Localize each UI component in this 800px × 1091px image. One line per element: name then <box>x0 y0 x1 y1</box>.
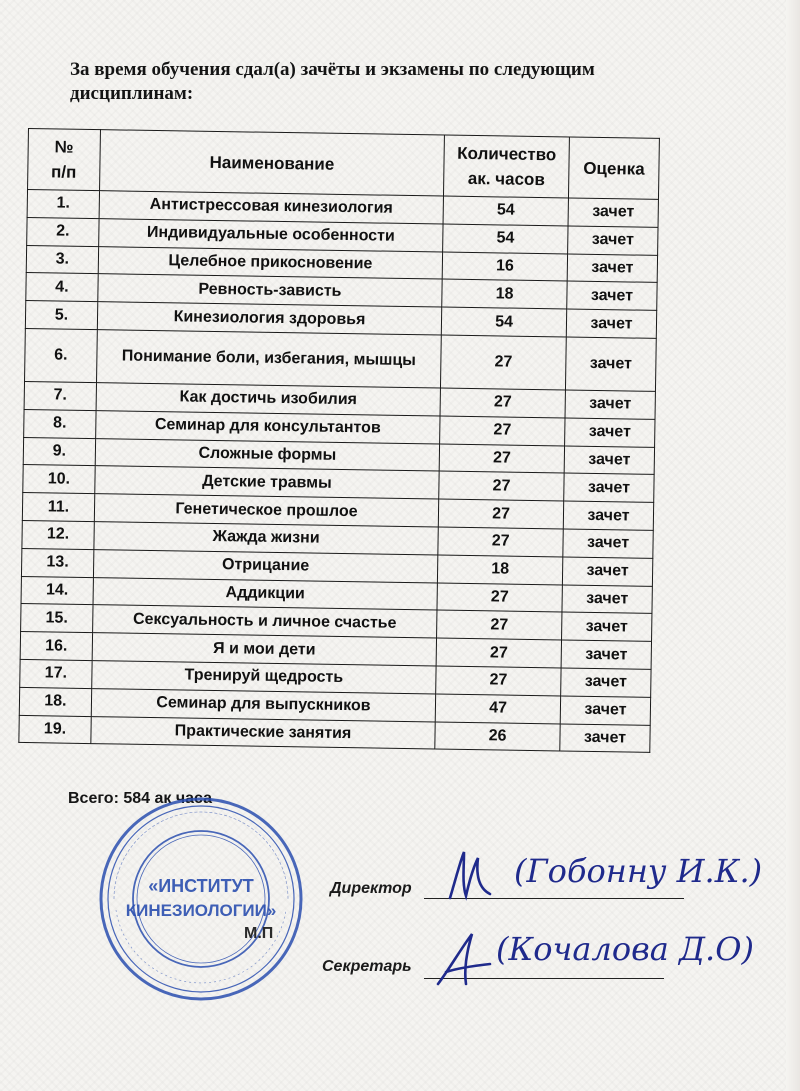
table-row <box>25 328 657 391</box>
academic-hours: 27 <box>436 638 561 668</box>
discipline-name: Ревность-зависть <box>98 274 443 307</box>
academic-hours: 27 <box>436 666 561 696</box>
row-number: 1. <box>27 190 99 219</box>
grade-value: зачет <box>564 473 654 502</box>
academic-hours: 47 <box>435 694 560 724</box>
row-number: 12. <box>22 520 94 549</box>
grade-value: зачет <box>560 696 650 725</box>
discipline-name: Генетическое прошлое <box>94 494 439 527</box>
academic-hours: 27 <box>437 610 562 640</box>
secretary-signature-mark <box>432 928 496 992</box>
academic-hours: 54 <box>443 224 568 254</box>
discipline-name: Целебное прикосновение <box>98 246 443 279</box>
grade-value: зачет <box>567 254 657 283</box>
row-number: 13. <box>21 548 93 577</box>
discipline-name: Тренируй щедрость <box>92 661 437 694</box>
row-number: 16. <box>20 632 92 661</box>
header-name: Наименование <box>99 130 444 196</box>
stamp-mp-label: М.П <box>244 925 274 942</box>
table-header-row <box>28 129 660 200</box>
discipline-name: Сложные формы <box>95 438 440 471</box>
academic-hours: 27 <box>439 444 564 474</box>
row-number: 6. <box>25 328 98 382</box>
discipline-name: Антистрессовая кинезиология <box>99 191 444 224</box>
row-number: 4. <box>26 273 98 302</box>
discipline-name: Семинар для выпускников <box>91 688 436 721</box>
row-number: 11. <box>22 493 94 522</box>
grade-value: зачет <box>568 226 658 255</box>
discipline-name: Кинезиология здоровья <box>97 302 442 335</box>
stamp-line-2: КИНЕЗИОЛОГИИ» <box>125 901 277 920</box>
discipline-name: Семинар для консультантов <box>95 410 440 443</box>
academic-hours: 16 <box>442 252 567 282</box>
intro-line-1: За время обучения сдал(а) зачёты и экзамены по следующим <box>70 59 595 80</box>
discipline-name: Сексуальность и личное счастье <box>92 605 437 638</box>
intro-line-2: дисциплинам: <box>70 83 194 104</box>
discipline-name: Понимание боли, избегания, мышцы <box>96 330 441 388</box>
academic-hours: 27 <box>440 388 565 418</box>
academic-hours: 54 <box>441 307 566 337</box>
row-number: 7. <box>24 381 96 410</box>
table-body <box>19 190 659 753</box>
stamp-line-1: «ИНСТИТУТ <box>148 876 254 896</box>
discipline-name: Я и мои дети <box>92 633 437 666</box>
row-number: 5. <box>25 301 97 330</box>
row-number: 10. <box>23 465 95 494</box>
grade-value: зачет <box>561 640 651 669</box>
academic-hours: 26 <box>435 722 560 752</box>
academic-hours: 27 <box>441 335 567 390</box>
academic-hours: 54 <box>443 196 568 226</box>
director-signature-mark <box>446 848 496 904</box>
academic-hours: 27 <box>439 471 564 501</box>
discipline-name: Аддикции <box>93 577 438 610</box>
row-number: 9. <box>23 437 95 466</box>
row-number: 18. <box>19 687 91 716</box>
header-num: № п/п <box>28 129 101 191</box>
academic-hours: 27 <box>437 583 562 613</box>
grade-value: зачет <box>563 529 653 558</box>
grade-value: зачет <box>563 501 653 530</box>
grade-value: зачет <box>567 281 657 310</box>
row-number: 2. <box>27 217 99 246</box>
academic-hours: 27 <box>440 416 565 446</box>
grade-value: зачет <box>560 723 650 752</box>
grade-value: зачет <box>566 309 656 338</box>
director-signature-name: (Гобонну И.К.) <box>514 852 763 890</box>
secretary-label: Секретарь <box>322 958 412 975</box>
institute-stamp <box>94 792 308 1006</box>
secretary-signature-name: (Кочалова Д.О) <box>496 930 754 968</box>
grades-table <box>18 128 660 753</box>
academic-hours: 18 <box>438 555 563 585</box>
discipline-name: Практические занятия <box>91 716 436 749</box>
discipline-name: Как достичь изобилия <box>96 383 441 416</box>
total-hours: Всего: 584 ак часа <box>68 790 213 807</box>
header-hours: Количество ак. часов <box>444 135 570 198</box>
intro-text <box>70 58 690 106</box>
director-label: Директор <box>330 880 412 897</box>
academic-hours: 27 <box>438 499 563 529</box>
row-number: 8. <box>24 409 96 438</box>
grade-value: зачет <box>562 585 652 614</box>
discipline-name: Детские травмы <box>95 466 440 499</box>
grade-value: зачет <box>562 612 652 641</box>
grade-value: зачет <box>568 198 658 227</box>
grade-value: зачет <box>561 668 651 697</box>
header-grade: Оценка <box>569 137 660 199</box>
page-edge-shadow <box>786 0 800 1091</box>
academic-hours: 18 <box>442 279 567 309</box>
grade-value: зачет <box>564 446 654 475</box>
grade-value: зачет <box>566 337 657 391</box>
discipline-name: Индивидуальные особенности <box>98 218 443 251</box>
row-number: 19. <box>19 715 91 744</box>
row-number: 14. <box>21 576 93 605</box>
row-number: 15. <box>21 604 93 633</box>
discipline-name: Отрицание <box>93 549 438 582</box>
discipline-name: Жажда жизни <box>94 522 439 555</box>
row-number: 3. <box>26 245 98 274</box>
grade-value: зачет <box>562 557 652 586</box>
grade-value: зачет <box>565 390 655 419</box>
academic-hours: 27 <box>438 527 563 557</box>
row-number: 17. <box>20 659 92 688</box>
grade-value: зачет <box>565 418 655 447</box>
